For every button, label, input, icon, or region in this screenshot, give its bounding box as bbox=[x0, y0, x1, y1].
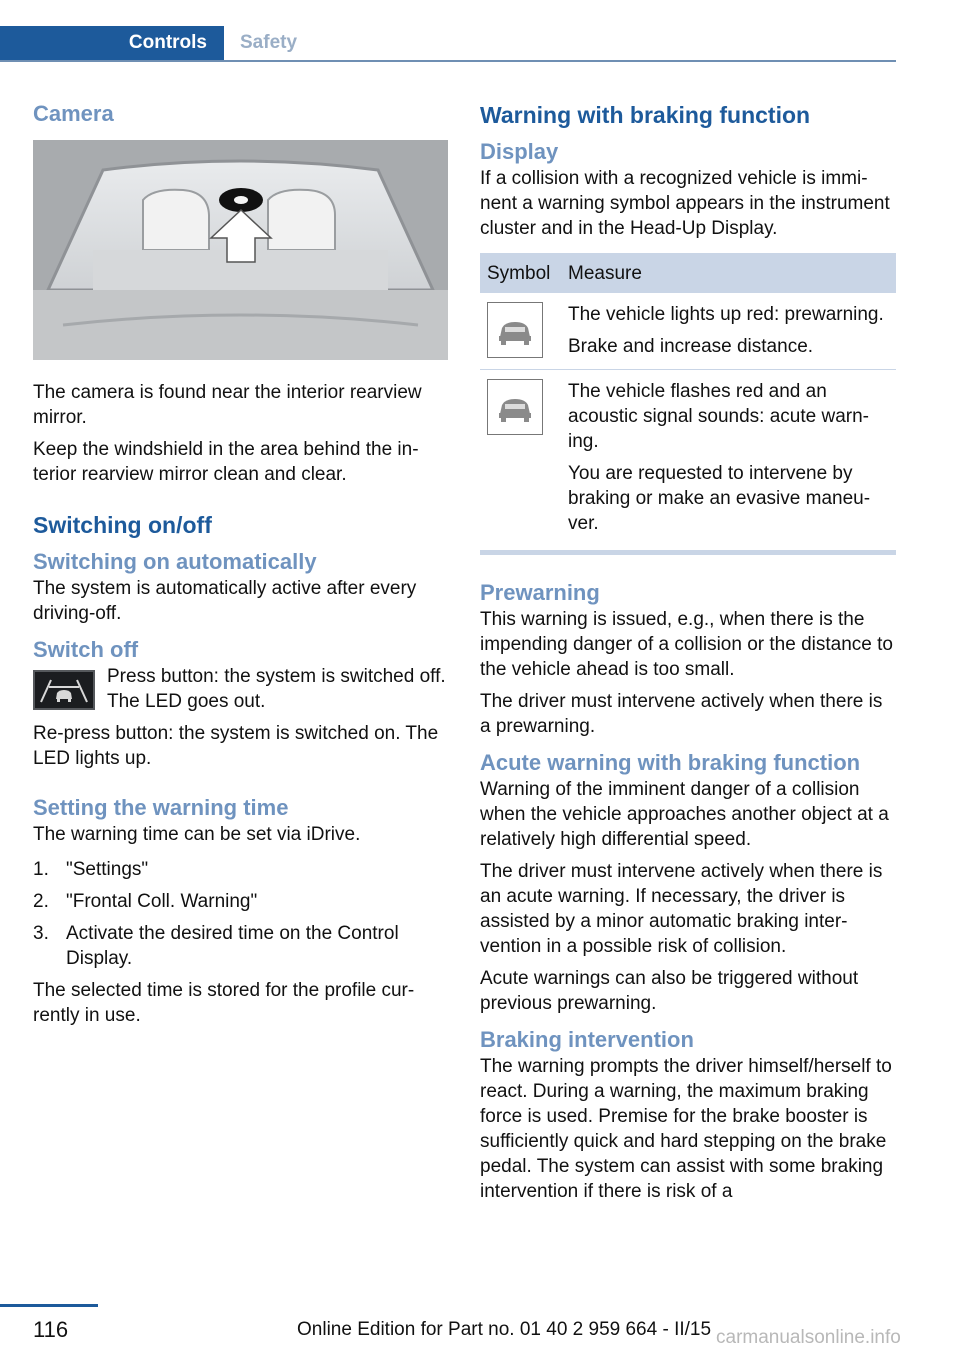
prewarning-paragraph-1: This warning is issued, e.g., when there is the impending danger of a collision or the distance to the vehicle ahead is too small. bbox=[480, 609, 893, 680]
car-ahead-icon bbox=[35, 672, 93, 708]
header-rule bbox=[0, 60, 896, 62]
symbol-table bbox=[480, 253, 896, 555]
measure-cell bbox=[561, 370, 896, 553]
tab-safety[interactable]: Safety bbox=[240, 32, 298, 53]
camera-paragraph-1: The camera is found near the interior rearview mirror. bbox=[33, 382, 422, 428]
measure-line: The vehicle flashes red and an acoustic signal sounds: acute warning. bbox=[568, 381, 869, 452]
edition-note: Online Edition for Part no. 01 40 2 959 664 - II/15 bbox=[297, 1319, 712, 1340]
auto-paragraph: The system is automatically active after every driving-off. bbox=[33, 578, 417, 624]
car-interior-illustration bbox=[33, 140, 448, 360]
list-item bbox=[33, 889, 448, 914]
braking-intervention-heading: Braking intervention bbox=[480, 1027, 694, 1052]
page-number: 116 bbox=[33, 1317, 69, 1342]
table-row bbox=[480, 370, 896, 553]
step-number: 2. bbox=[33, 891, 49, 912]
display-heading: Display bbox=[480, 139, 559, 164]
camera-heading: Camera bbox=[33, 101, 114, 126]
watermark: carmanualsonline.info bbox=[716, 1327, 901, 1348]
column-header-symbol: Symbol bbox=[480, 253, 561, 293]
step-number: 1. bbox=[33, 859, 49, 880]
stored-paragraph: The selected time is stored for the profile currently in use. bbox=[33, 980, 415, 1026]
acute-paragraph-3: Acute warnings can also be triggered without previous prewarning. bbox=[480, 968, 859, 1014]
tab-controls[interactable]: Controls bbox=[0, 26, 224, 60]
measure-line: You are requested to intervene by braking or make an evasive maneuver. bbox=[568, 463, 871, 534]
switch-off-text: Press button: the system is switched off. The LED goes out. bbox=[107, 666, 446, 712]
table-row bbox=[480, 293, 896, 370]
column-header-measure: Measure bbox=[561, 253, 896, 293]
header-tabs bbox=[0, 26, 896, 62]
auto-heading: Switching on automatically bbox=[33, 549, 317, 574]
list-item bbox=[33, 857, 448, 882]
display-paragraph: If a collision with a recognized vehicle is imminent a warning symbol appears in the instrument cluster and in the Head-Up Display. bbox=[480, 168, 890, 239]
list-item bbox=[33, 921, 448, 971]
measure-line: Brake and increase distance. bbox=[568, 336, 814, 357]
footer-rule bbox=[0, 1304, 98, 1307]
step-number: 3. bbox=[33, 923, 49, 944]
settings-steps-list bbox=[33, 857, 448, 971]
step-text: "Settings" bbox=[66, 859, 149, 880]
camera-paragraph-2: Keep the windshield in the area behind the interior rearview mirror clean and clear. bbox=[33, 439, 419, 485]
camera-location-photo bbox=[33, 140, 448, 360]
warning-time-heading: Setting the warning time bbox=[33, 795, 289, 820]
prewarning-paragraph-2: The driver must intervene actively when there is a prewarning. bbox=[480, 691, 883, 737]
vehicle-flashing-warning-icon bbox=[487, 379, 543, 435]
table-header-row bbox=[480, 253, 896, 293]
braking-function-heading: Warning with braking function bbox=[480, 102, 811, 128]
repress-paragraph: Re-press button: the system is switched on. The LED lights up. bbox=[33, 723, 439, 769]
warning-time-paragraph: The warning time can be set via iDrive. bbox=[33, 824, 361, 845]
measure-line: The vehicle lights up red: prewarning. bbox=[568, 304, 884, 325]
step-text: "Frontal Coll. Warning" bbox=[66, 891, 258, 912]
switch-off-row bbox=[33, 664, 448, 714]
symbol-cell bbox=[480, 293, 561, 370]
symbol-cell bbox=[480, 370, 561, 553]
left-column bbox=[33, 100, 448, 1035]
measure-cell bbox=[561, 293, 896, 370]
switching-heading: Switching on/off bbox=[33, 512, 212, 538]
vehicle-warning-icon bbox=[487, 302, 543, 358]
acute-warning-heading: Acute warning with braking function bbox=[480, 750, 861, 775]
right-column bbox=[480, 100, 896, 1211]
prewarning-heading: Prewarning bbox=[480, 580, 600, 605]
intervention-paragraph: The warning prompts the driver himself/herself to react. During a warning, the maximum braking force is used. Premise for the brake booster is sufficiently quick and hard stepping on the brake pedal. The system can assist with some braking intervention if there is risk of a bbox=[480, 1056, 892, 1202]
switch-off-heading: Switch off bbox=[33, 637, 139, 662]
step-text: Activate the desired time on the Control Display. bbox=[66, 923, 399, 969]
acute-paragraph-1: Warning of the imminent danger of a collision when the vehicle approaches another object at a relatively high differential speed. bbox=[480, 779, 889, 850]
collision-warning-button-icon bbox=[33, 670, 95, 710]
acute-paragraph-2: The driver must intervene actively when there is an acute warning. If necessary, the driver is assisted by a minor automatic braking intervention in a possible risk of collision. bbox=[480, 861, 883, 957]
